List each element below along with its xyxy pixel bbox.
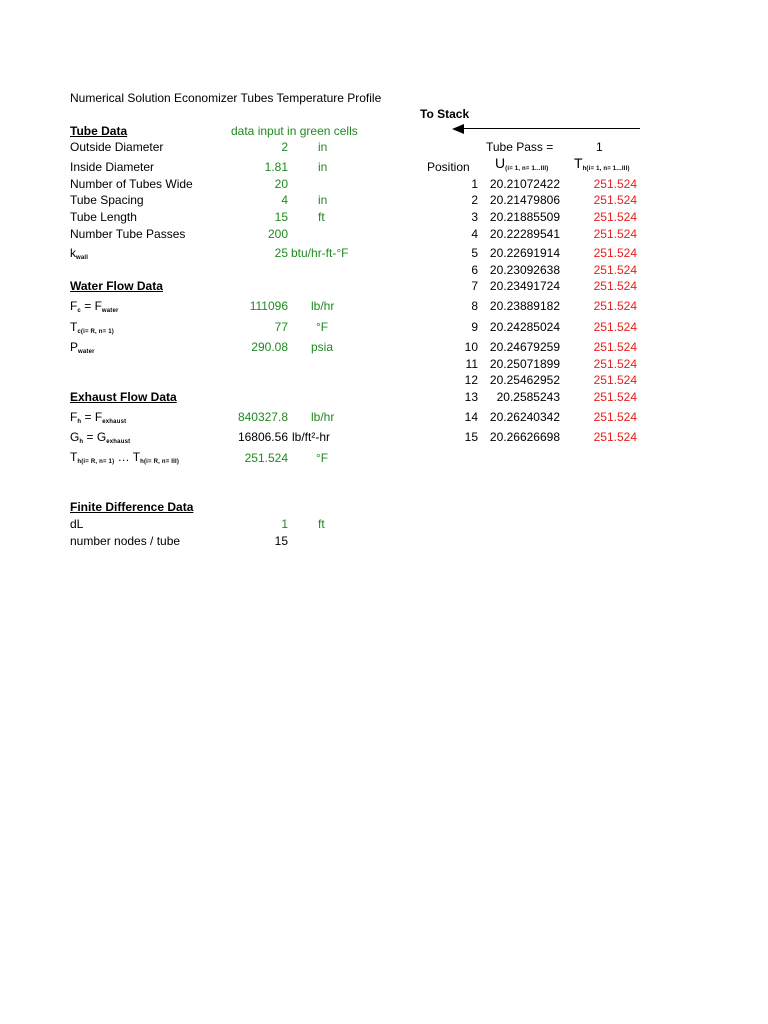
- inside-diameter-unit: in: [318, 160, 328, 174]
- table-position: 14: [464, 410, 478, 424]
- table-u-value: 20.26240342: [489, 410, 560, 424]
- table-th-value: 251.524: [593, 430, 637, 444]
- tube-spacing-value[interactable]: 4: [281, 193, 288, 207]
- table-th-value: 251.524: [593, 263, 637, 277]
- th-header: $T_{h(i= 1, n= 1...III)}$: [574, 155, 630, 172]
- left-arrow-icon: [452, 124, 464, 134]
- kwall-value[interactable]: 25: [274, 246, 288, 260]
- tc-value[interactable]: 77: [274, 320, 288, 334]
- tube-length-unit: ft: [318, 210, 325, 224]
- fc-value[interactable]: 111096: [249, 299, 288, 313]
- flow-arrow-line: [456, 128, 640, 129]
- gh-label: $G_h = G_{exhaust}$: [70, 430, 131, 445]
- fc-unit: lb/hr: [311, 299, 335, 313]
- outside-diameter-value[interactable]: 2: [281, 140, 288, 154]
- finite-diff-heading: Finite Difference Data: [70, 500, 194, 514]
- tube-passes-value[interactable]: 200: [267, 227, 288, 241]
- dl-value[interactable]: 1: [281, 517, 288, 531]
- tube-spacing-unit: in: [318, 193, 328, 207]
- tube-pass-value: 1: [596, 140, 603, 154]
- table-th-value: 251.524: [593, 227, 637, 241]
- to-stack-label: To Stack: [420, 107, 470, 121]
- th-value[interactable]: 251.524: [244, 451, 288, 465]
- table-u-value: 20.24285024: [489, 320, 560, 334]
- th-unit: °F: [316, 451, 329, 465]
- exhaust-flow-heading: Exhaust Flow Data: [70, 390, 177, 404]
- table-position: 10: [464, 340, 478, 354]
- table-u-value: 20.21479806: [489, 193, 560, 207]
- table-th-value: 251.524: [593, 246, 637, 260]
- gh-unit: lb/ft²-hr: [292, 430, 331, 444]
- page-title: Numerical Solution Economizer Tubes Temperature Profile: [70, 91, 382, 105]
- outside-diameter-label: Outside Diameter: [70, 140, 164, 154]
- input-note: data input in green cells: [231, 124, 358, 138]
- table-u-value: 20.22289541: [489, 227, 560, 241]
- table-th-value: 251.524: [593, 390, 637, 404]
- table-th-value: 251.524: [593, 210, 637, 224]
- nodes-label: number nodes / tube: [70, 534, 181, 548]
- inside-diameter-label: Inside Diameter: [70, 160, 155, 174]
- table-u-value: 20.23092638: [489, 263, 560, 277]
- table-position: 15: [464, 430, 478, 444]
- table-th-value: 251.524: [593, 373, 637, 387]
- table-u-value: 20.25462952: [489, 373, 560, 387]
- pwater-value[interactable]: 290.08: [251, 340, 288, 354]
- table-th-value: 251.524: [593, 410, 637, 424]
- table-position: 9: [471, 320, 478, 334]
- pwater-unit: psia: [311, 340, 334, 354]
- table-position: 13: [464, 390, 478, 404]
- table-position: 12: [464, 373, 478, 387]
- table-u-value: 20.2585243: [496, 390, 560, 404]
- fh-label: $F_h = F_{exhaust}$: [70, 410, 127, 425]
- tube-length-label: Tube Length: [70, 210, 137, 224]
- fh-value[interactable]: 840327.8: [237, 410, 288, 424]
- tubes-wide-label: Number of Tubes Wide: [70, 177, 193, 191]
- tc-unit: °F: [316, 320, 329, 334]
- tc-label: $T_{c(i= R, n= 1)}$: [70, 320, 114, 335]
- position-header: Position: [427, 160, 470, 174]
- tube-spacing-label: Tube Spacing: [70, 193, 144, 207]
- outside-diameter-unit: in: [318, 140, 328, 154]
- tube-pass-label: Tube Pass =: [486, 140, 554, 154]
- table-u-value: 20.21885509: [489, 210, 560, 224]
- table-th-value: 251.524: [593, 357, 637, 371]
- gh-value: 16806.56: [237, 430, 288, 444]
- inside-diameter-value[interactable]: 1.81: [264, 160, 288, 174]
- pwater-label: $P_{water}$: [70, 340, 95, 355]
- table-position: 2: [471, 193, 478, 207]
- table-u-value: 20.26626698: [489, 430, 560, 444]
- table-position: 6: [471, 263, 478, 277]
- tube-data-heading: Tube Data: [70, 124, 128, 138]
- table-u-value: 20.23889182: [489, 299, 560, 313]
- table-u-value: 20.24679259: [489, 340, 560, 354]
- table-position: 5: [471, 246, 478, 260]
- u-header: $U_{(i= 1, n= 1...III)}$: [495, 155, 549, 172]
- fh-unit: lb/hr: [311, 410, 335, 424]
- table-position: 4: [471, 227, 478, 241]
- table-th-value: 251.524: [593, 299, 637, 313]
- table-position: 3: [471, 210, 478, 224]
- tube-length-value[interactable]: 15: [274, 210, 288, 224]
- table-u-value: 20.23491724: [489, 279, 560, 293]
- table-u-value: 20.25071899: [489, 357, 560, 371]
- table-th-value: 251.524: [593, 340, 637, 354]
- tubes-wide-value[interactable]: 20: [274, 177, 288, 191]
- table-position: 8: [471, 299, 478, 313]
- table-u-value: 20.22691914: [489, 246, 560, 260]
- table-position: 7: [471, 279, 478, 293]
- kwall-unit: btu/hr-ft-°F: [291, 246, 349, 260]
- table-th-value: 251.524: [593, 320, 637, 334]
- table-th-value: 251.524: [593, 279, 637, 293]
- table-th-value: 251.524: [593, 193, 637, 207]
- table-position: 11: [465, 357, 478, 371]
- th-range-label: $T_{h(i= R, n= 1)}$ … $T_{h(i= R, n= III)}$: [70, 450, 180, 465]
- table-th-value: 251.524: [593, 177, 637, 191]
- fc-label: $F_c = F_{water}$: [70, 299, 119, 314]
- dl-label: dL: [70, 517, 84, 531]
- kwall-label: $k_{wall}$: [70, 246, 89, 261]
- table-u-value: 20.21072422: [489, 177, 560, 191]
- table-position: 1: [471, 177, 478, 191]
- water-flow-heading: Water Flow Data: [70, 279, 163, 293]
- dl-unit: ft: [318, 517, 325, 531]
- nodes-value: 15: [274, 534, 288, 548]
- tube-passes-label: Number Tube Passes: [70, 227, 186, 241]
